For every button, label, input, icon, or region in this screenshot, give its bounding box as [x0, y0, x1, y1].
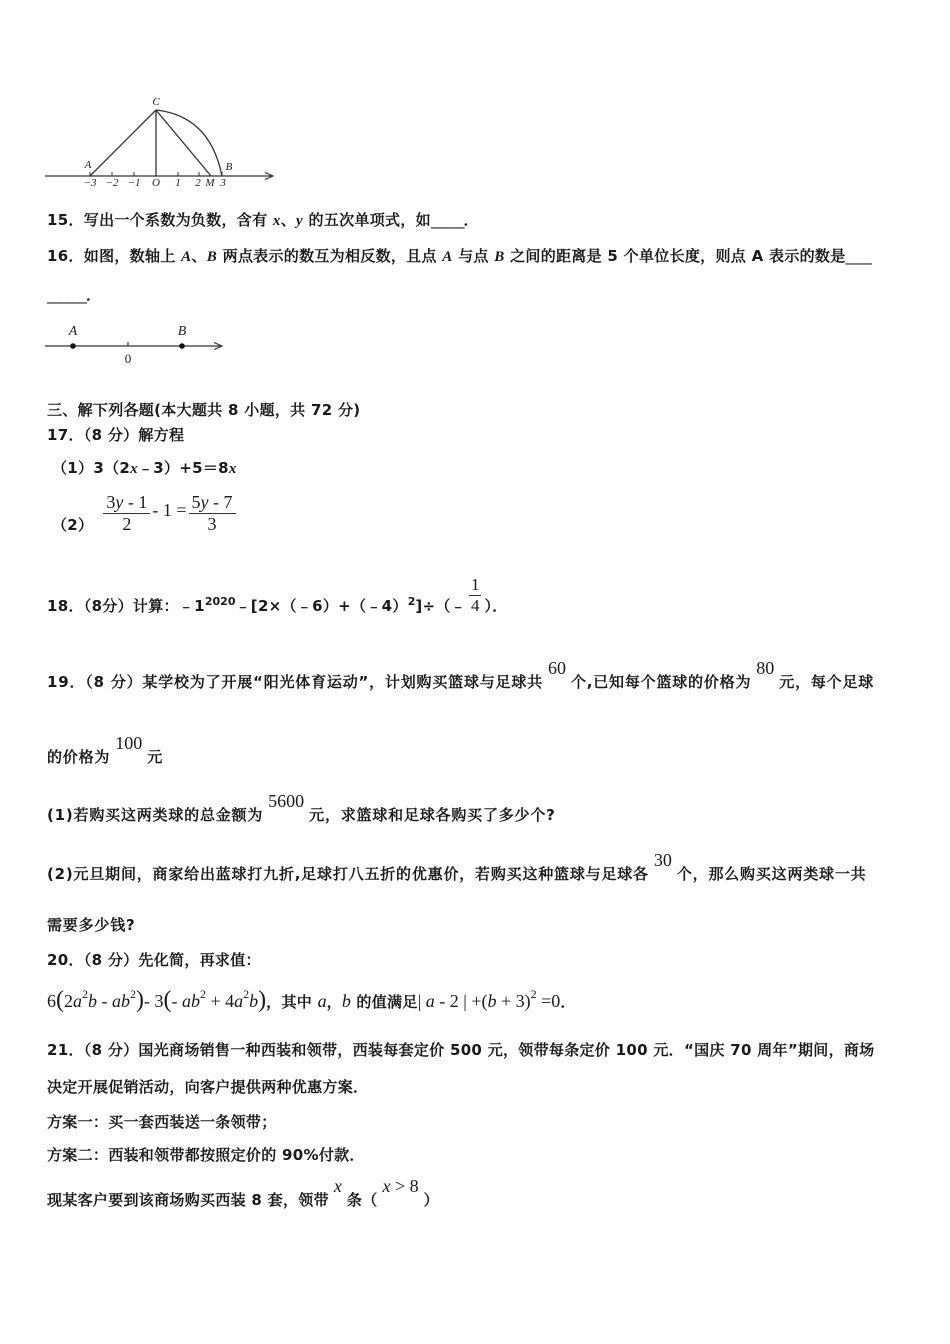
- q20-text: ，: [326, 993, 342, 1011]
- q18-text: ]÷（﹣: [415, 597, 466, 615]
- question-20-title: [47, 949, 261, 971]
- fraction-denominator: 4: [470, 596, 480, 615]
- condition-x-gt-8: [378, 1176, 424, 1196]
- exponent: 2: [200, 987, 206, 1001]
- left-paren: (: [56, 987, 64, 1013]
- q16-period: ．: [86, 286, 102, 304]
- question-21-scenario: [47, 1175, 439, 1211]
- question-19-line-2: [47, 732, 163, 768]
- q16-text: 两点表示的数互为相反数，且点: [217, 247, 443, 265]
- question-16-line-2: [47, 284, 101, 306]
- section-heading-text: 三、解下列各题(本大题共 8 小题，共 72 分): [47, 401, 361, 419]
- q17-p1-text: ﹣3）+5＝8: [137, 459, 229, 477]
- plan-two: [47, 1144, 365, 1166]
- variable-y: y: [200, 492, 209, 512]
- q19-text: 元: [147, 748, 164, 766]
- question-19-line-1: [47, 657, 874, 693]
- variable-ab: ab: [182, 991, 200, 1011]
- plan-one-text: 方案一：买一套西装送一条领带；: [47, 1113, 277, 1131]
- question-19-part-1: [47, 790, 556, 826]
- question-15: [47, 209, 479, 232]
- fraction-numerator: 1: [470, 575, 480, 594]
- segment-ac: [90, 110, 156, 176]
- coefficient: 2: [64, 991, 73, 1011]
- fraction-denominator: 2: [122, 514, 132, 534]
- question-17-part-1: [52, 457, 237, 480]
- fraction-left: [103, 492, 150, 535]
- variable-x: x: [272, 213, 281, 229]
- q16-separator: 、: [191, 247, 207, 265]
- variable-b: b: [487, 991, 497, 1011]
- fraction-numerator: [189, 492, 236, 514]
- tick-label: 3: [220, 177, 226, 189]
- q19-p1-text: 元，求篮球和足球各购买了多少个?: [309, 806, 556, 824]
- fraction-quarter: [466, 575, 485, 616]
- tick-label: 1: [175, 177, 181, 189]
- point-c-label: C: [152, 96, 160, 108]
- point-b-name: B: [206, 249, 218, 265]
- point-a-label: A: [68, 324, 78, 339]
- tick-label: −1: [127, 177, 141, 189]
- question-20-expression: [47, 983, 576, 1013]
- exponent: 2: [407, 595, 416, 608]
- question-19-part-2-cont: [47, 914, 136, 936]
- variable-x: x: [333, 1176, 342, 1196]
- operator: -: [97, 991, 112, 1011]
- q16-text: 与点: [452, 247, 495, 265]
- variable-b: b: [249, 991, 259, 1011]
- q21-text: 21．（8 分）国光商场销售一种西装和领带，西装每套定价 500 元，领带每条定价 100 元．“国庆 70 周年”期间，商场: [47, 1041, 875, 1059]
- tick-label: −3: [83, 177, 97, 189]
- q19-text: 元，每个足球: [779, 673, 875, 691]
- plan-two-text: 方案二：西装和领带都按照定价的 90%付款．: [47, 1146, 365, 1164]
- question-21-line-2: [47, 1076, 368, 1098]
- numerator-rest: - 7: [208, 492, 233, 512]
- q21-text-end: ）: [423, 1191, 439, 1209]
- operator: + 3): [496, 991, 531, 1011]
- q15-text-start: 15．写出一个系数为负数，含有: [47, 211, 273, 229]
- coefficient: 6: [47, 991, 56, 1011]
- football-price: 100: [115, 733, 143, 753]
- ball-total-count: 60: [547, 658, 566, 678]
- q17-title-text: 17．（8 分）解方程: [47, 426, 185, 444]
- q20-text: 的值满足: [350, 993, 418, 1011]
- question-17-title: [47, 424, 184, 446]
- q21-text: 决定开展促销活动，向客户提供两种优惠方案．: [47, 1078, 369, 1096]
- point-m-label: M: [205, 177, 215, 189]
- q19-p2-text: 个，那么购买这两类球一共: [676, 865, 867, 883]
- variable-a: a: [234, 991, 244, 1011]
- point-b-label: B: [177, 324, 187, 339]
- point-a-dot: [70, 343, 76, 349]
- ab-numberline-figure: [40, 318, 230, 368]
- right-paren: ): [136, 987, 144, 1013]
- q21-text: 现某客户要到该商场购买西装 8 套，领带: [47, 1191, 329, 1209]
- equals-zero: =0: [536, 991, 561, 1011]
- plan-one: [47, 1111, 277, 1133]
- tick-label-origin: O: [152, 177, 160, 189]
- operator: -: [171, 991, 182, 1011]
- coefficient: 5: [191, 492, 201, 512]
- exponent: 2: [243, 987, 250, 1001]
- variable-b: b: [88, 991, 97, 1011]
- answer-blank: _____: [430, 211, 464, 229]
- condition-rest: > 8: [390, 1176, 419, 1196]
- tick-label: −2: [105, 177, 119, 189]
- each-count: 30: [653, 850, 672, 870]
- answer-blank: ______: [47, 286, 86, 304]
- point-b-name: B: [494, 249, 505, 265]
- abs-open: |: [417, 991, 426, 1011]
- answer-blank: ____: [845, 247, 872, 265]
- q17-p1-text: （1）3（2: [52, 459, 131, 477]
- q20-title-text: 20．（8 分）先化简，再求值：: [47, 951, 261, 969]
- tick-label: 2: [195, 177, 201, 189]
- basketball-price: 80: [756, 658, 775, 678]
- q19-text: 19．（8 分）某学校为了开展“阳光体育运动”，计划购买篮球与足球共: [47, 673, 543, 691]
- variable-a: a: [425, 991, 435, 1011]
- q15-period: ．: [463, 211, 479, 229]
- q18-text-end: ）．: [484, 597, 508, 615]
- q19-p1-text: (1)若购买这两类球的总金额为: [47, 806, 264, 824]
- arc-cb: [156, 110, 222, 176]
- variable-x: x: [228, 461, 237, 477]
- q21-text: 条（: [346, 1191, 378, 1209]
- variable-a: a: [317, 991, 327, 1011]
- question-17-part-2: [52, 492, 236, 536]
- point-a-name: A: [442, 249, 453, 265]
- variable-a: a: [73, 991, 82, 1011]
- numerator-rest: - 1: [123, 492, 148, 512]
- variable-x: x: [382, 1176, 391, 1196]
- q19-text: 的价格为: [47, 748, 111, 766]
- q19-text: 个,已知每个篮球的价格为: [570, 673, 752, 691]
- coefficient: 3: [106, 492, 116, 512]
- segment-cm: [156, 110, 211, 176]
- q15-text-end: 的五次单项式，如: [303, 211, 431, 229]
- q19-p2-text: (2)元旦期间，商家给出蓝球打九折,足球打八五折的优惠价，若购买这种篮球与足球各: [47, 865, 649, 883]
- circle-numberline-figure: [40, 92, 280, 190]
- operator: - 2 | +(: [434, 991, 488, 1011]
- exponent: 2: [530, 987, 537, 1001]
- q16-text: 之间的距离是 5 个单位长度，则点 A 表示的数是: [504, 247, 846, 265]
- operator: + 4: [206, 991, 235, 1011]
- variable-b: b: [341, 991, 351, 1011]
- q19-p2-text: 需要多少钱?: [47, 916, 136, 934]
- part-label: （2）: [52, 516, 94, 534]
- fraction-right: [189, 492, 236, 535]
- fraction-numerator: [103, 492, 150, 514]
- point-b-label: B: [225, 161, 233, 173]
- fraction-denominator: 3: [207, 514, 217, 534]
- q16-text: 16．如图，数轴上: [47, 247, 182, 265]
- q20-text: ，其中: [266, 993, 318, 1011]
- q18-text: ﹣[2×（﹣6）+（﹣4）: [235, 597, 408, 615]
- variable-ab: ab: [112, 991, 130, 1011]
- point-a-label: A: [84, 159, 92, 171]
- exponent: 2: [130, 987, 136, 1001]
- question-19-part-2: [47, 849, 866, 885]
- variable-y: y: [115, 492, 124, 512]
- exponent: 2020: [204, 595, 236, 608]
- point-b-dot: [179, 343, 185, 349]
- variable-x: x: [130, 461, 138, 477]
- left-paren: (: [163, 987, 172, 1013]
- q15-separator: 、: [280, 211, 297, 229]
- variable-y: y: [296, 213, 303, 229]
- question-21-line-1: [47, 1039, 874, 1061]
- equation-middle: - 1 =: [152, 500, 187, 520]
- q20-period: ．: [560, 993, 576, 1011]
- total-amount: 5600: [268, 791, 305, 811]
- origin-label: 0: [124, 351, 132, 366]
- question-16-line-1: [47, 245, 872, 268]
- exponent: 2: [82, 987, 88, 1001]
- section-heading: [47, 399, 360, 421]
- operator: - 3: [144, 991, 164, 1011]
- right-paren: ): [258, 987, 267, 1013]
- q18-text: 18．（8分）计算：﹣1: [47, 597, 205, 615]
- question-18: [47, 575, 508, 617]
- point-a-name: A: [181, 249, 192, 265]
